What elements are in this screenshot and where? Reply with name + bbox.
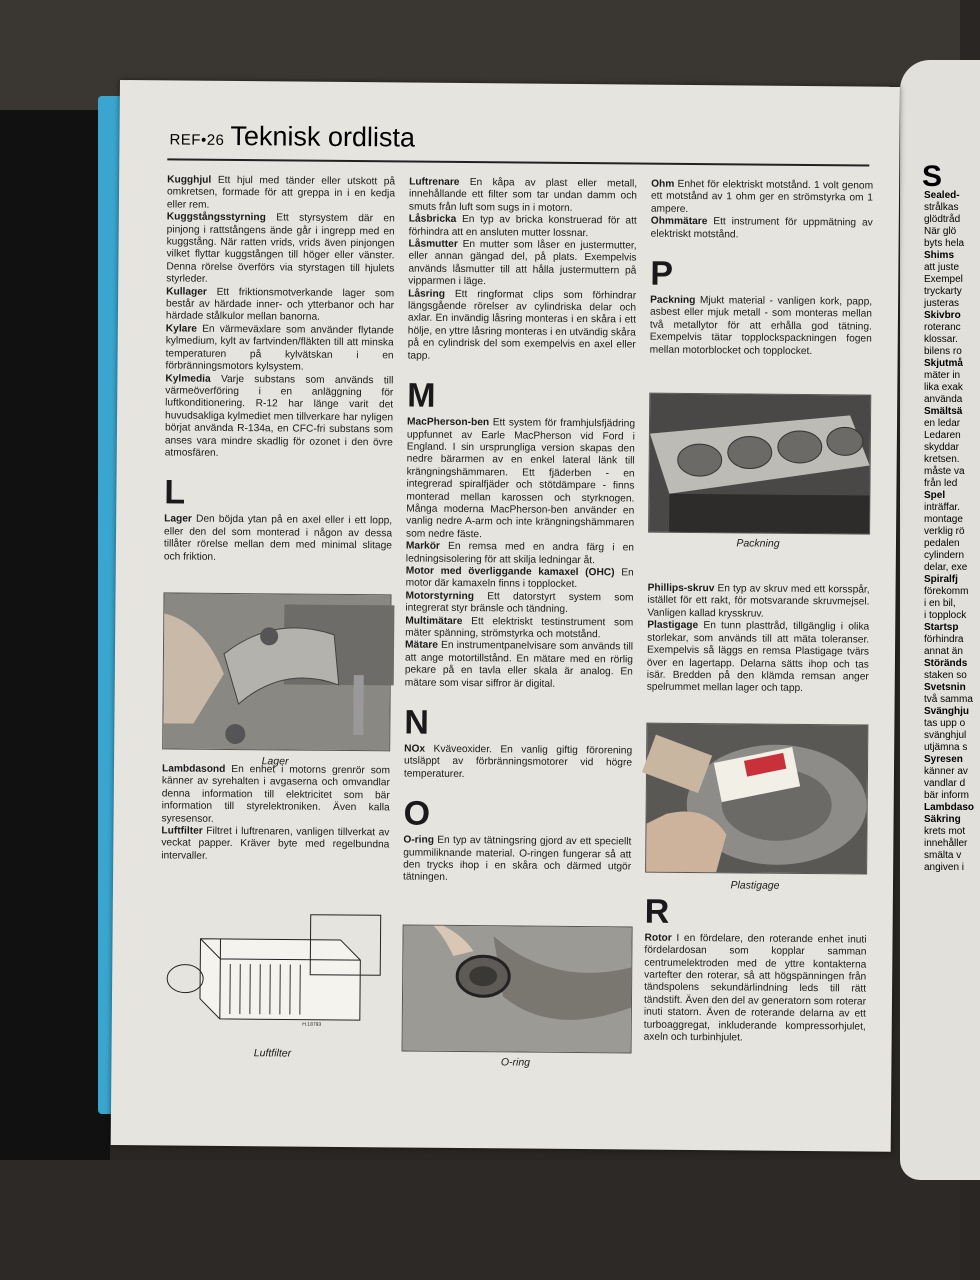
adjacent-line: roteranc — [924, 322, 961, 333]
glossary-definition: Den böjda ytan på en axel eller i ett lopp, eller den del som monterad i någon av dessa tillåter rörelse mellan dem med minimal slitage och friktion. — [163, 514, 393, 563]
entry-list — [651, 179, 874, 243]
adjacent-line: verklig rö — [924, 526, 965, 537]
glossary-term: Kylmedia — [165, 372, 211, 385]
adjacent-line: Skjutmå — [924, 358, 963, 369]
glossary-term: Kullager — [166, 286, 207, 298]
glossary-term: Låsring — [408, 288, 445, 300]
glossary-definition: En tunn plasttråd, tillgänglig i olika storlekar, som används till att mäta toleranser. Exempelvis så läggs en remsa Plastigage tvärs över en lagertapp. Delarna sätts ihop och tas isär. Bredden på den klämda remsan anger spelrummet mellan lager och tapp. — [646, 620, 870, 695]
adjacent-line: justeras — [924, 298, 960, 309]
glossary-term: Motorstyrning — [405, 590, 475, 602]
glossary-entry — [409, 214, 637, 241]
adjacent-line: Säkring — [924, 814, 961, 825]
adjacent-line: från led — [924, 478, 958, 489]
glossary-term: Packning — [650, 294, 696, 307]
caption-plastigage: Plastigage — [730, 879, 780, 892]
adjacent-line: glödtråd — [924, 214, 961, 225]
luftfilter-drawing — [160, 908, 387, 1045]
glossary-entry — [161, 763, 390, 827]
glossary-definition: Ett system för framhjulsfjädring uppfunnet av Earle MacPherson vid Ford i England. I sin ursprungliga version skapas den nedre bärarmen av en enkel lateral länk till krängningshämmaren. Ett fjäderben - en integrerad spiralfjäder och stötdämpare - finns monterad mellan karossen och styrknogen. Många moderna MacPherson-ben använder en vanlig nedre A-arm och inte krängningshämmaren som nedre fäste. — [406, 417, 636, 540]
glossary-entry — [405, 590, 633, 617]
section-letter: O — [403, 794, 431, 833]
glossary-term: Phillips-skruv — [647, 582, 715, 595]
adjacent-line: Smältsä — [924, 406, 963, 417]
glossary-definition: Ett styrsystem där en pinjong i rattstångens ände går i ingrepp med en kuggstång. När ratten vrids, vrids även pinjongen vilket flyttar kuggstången till höger eller vänster. Denna rörelse överförs via styrstagen till hjulets styrleder. — [166, 212, 395, 286]
adjacent-line: tas upp o — [924, 718, 966, 729]
adjacent-line: inträffar. — [924, 502, 960, 513]
glossary-definition: En motor där kamaxeln finns i topplocket. — [405, 567, 634, 591]
adjacent-line: Shims — [924, 250, 955, 261]
glossary-definition: En mutter som låser en justermutter, eller annan gängad del, på plats. Exempelvis används låsmutter till att hålla justermuttern på vipparmen i läge. — [408, 239, 637, 288]
lager-photo — [162, 592, 391, 751]
page-reference: REF•26 — [169, 131, 225, 149]
glossary-entry — [651, 179, 873, 218]
glossary-entry — [404, 744, 632, 783]
drawing-code: H.18793 — [302, 1021, 322, 1028]
o-ring-photo — [402, 924, 633, 1053]
adjacent-line: klossar. — [924, 334, 958, 345]
glossary-term: Rotor — [644, 932, 672, 944]
adjacent-line: använda — [924, 394, 963, 405]
adjacent-line: montage — [924, 514, 963, 525]
glossary-entry — [651, 216, 873, 243]
caption-luftfilter: Luftfilter — [253, 1047, 292, 1060]
adjacent-line: mäter in — [924, 370, 961, 381]
caption-packning: Packning — [736, 537, 780, 550]
glossary-definition: En typ av skruv med ett korsspår, istället för ett rakt, för motsvarande skruvmejsel. Vanligen kallad krysskruv. — [647, 583, 870, 620]
adjacent-line: delar, exe — [924, 562, 968, 573]
packning-photo — [648, 393, 871, 535]
glossary-definition: Ett hjul med tänder eller utskott på omkretsen, formade för att greppa in i en kedja eller rem. — [166, 174, 396, 211]
adjacent-page-text — [924, 190, 974, 874]
adjacent-line: skyddar — [924, 442, 960, 453]
glossary-entry — [166, 286, 394, 325]
entry-list — [404, 744, 632, 783]
adjacent-line: en ledar — [924, 418, 961, 429]
section-letter: P — [650, 254, 674, 293]
glossary-term: Låsbricka — [408, 213, 457, 226]
adjacent-line: förhindra — [924, 634, 964, 645]
adjacent-line: cylindern — [924, 550, 965, 561]
glossary-definition: Varje substans som används till värmeöverföring i en anläggning för luftkonditionering. R-12 har länge varit det huvudsakliga kylmediet men tillverkare har nyligen börjat använda R-134a, en CFC-fri substans som anses vara mindre skadlig för ozonet i den övre atmosfären. — [164, 373, 394, 459]
glossary-term: Multimätare — [405, 615, 463, 627]
adjacent-line: svänghjul — [924, 730, 967, 741]
glossary-term: Ohmmätare — [650, 215, 708, 228]
glossary-entry — [644, 932, 867, 1046]
entry-list — [165, 174, 395, 461]
glossary-definition: Ett datorstyrt system som integrerat styr bränsle och tändning. — [405, 591, 634, 616]
glossary-entry — [408, 239, 636, 291]
adjacent-line: måste va — [924, 466, 965, 477]
adjacent-line: innehåller — [924, 838, 968, 849]
glossary-term: Lager — [164, 513, 192, 525]
column-3 — [644, 179, 874, 1046]
glossary-entry — [406, 565, 634, 592]
glossary-entry — [161, 825, 389, 864]
adjacent-line: kretsen. — [924, 454, 960, 465]
entry-list — [647, 583, 870, 697]
glossary-term: Markör — [405, 540, 440, 552]
glossary-definition: I en fördelare, den roterande enhet inuti fördelardosan som kopplar samman centrumelektroden med de yttre kontakterna vartefter den roterar, så att högspänningen från tändspolens sekundärlindning leds till rätt tändstift. Även den del av generatorn som roterar inuti statorn. Även de roterande delarna av ett turboaggregat, inkluderande kompressorhjulet, axeln och turbinhjulet. — [643, 932, 867, 1044]
adjacent-letter: S — [922, 160, 943, 193]
glossary-entry — [165, 323, 393, 375]
glossary-term: NOx — [404, 743, 426, 755]
adjacent-line: staken so — [924, 670, 967, 681]
adjacent-line: byts hela — [924, 238, 965, 249]
glossary-entry — [167, 174, 395, 213]
glossary-definition: En värmeväxlare som använder flytande kylmedium, kylt av fartvinden/fläkten till att minska temperaturen på kylvätskan i en förbränningsmotors kylsystem. — [165, 323, 394, 373]
adjacent-line: angiven i — [924, 862, 965, 873]
adjacent-line: Syresen — [924, 754, 963, 765]
glossary-definition: Enhet för elektriskt motstånd. 1 volt genom ett motstånd av 1 ohm ger en strömstyrka om 1 ampere. — [650, 178, 874, 215]
glossary-term: Kuggstångsstyrning — [166, 211, 266, 224]
page-title: Teknisk ordlista — [230, 120, 416, 153]
plastigage-photo — [645, 723, 868, 875]
section-letter: R — [644, 892, 670, 931]
adjacent-line: smälta v — [924, 850, 962, 861]
glossary-entry — [647, 583, 869, 622]
section-letter: L — [164, 473, 186, 512]
background-bottom — [0, 1160, 960, 1280]
column-2 — [403, 177, 637, 887]
adjacent-line: Ledaren — [924, 430, 961, 441]
header-rule — [167, 158, 869, 166]
glossary-definition: Kväveoxider. En vanlig giftig förorening utsläppt av förbränningsmotorer vid högre temperaturer. — [403, 743, 633, 780]
adjacent-line: Störänds — [924, 658, 968, 669]
section-letter: N — [404, 703, 430, 742]
glossary-entry — [406, 541, 634, 568]
adjacent-line: Lambdaso — [924, 802, 975, 813]
glossary-entry — [165, 373, 394, 462]
glossary-term: Kugghjul — [167, 174, 212, 186]
adjacent-line: Skivbro — [924, 310, 961, 321]
adjacent-line: strålkas — [924, 202, 959, 213]
glossary-entry — [408, 288, 637, 364]
glossary-entry — [650, 295, 873, 359]
adjacent-line: i en bil, — [924, 598, 956, 609]
entry-list — [650, 295, 873, 359]
entry-list — [405, 417, 635, 692]
glossary-entry — [405, 615, 633, 642]
adjacent-page — [900, 60, 980, 1180]
adjacent-line: Svänghju — [924, 706, 970, 717]
adjacent-line: två samma — [924, 694, 973, 705]
glossary-definition: En instrumentpanelvisare som används till att ange motortillstånd. En mätare med en rörlig pekare på en tavla eller skala är analog. En mätare som visar siffror är digital. — [404, 640, 634, 690]
adjacent-line: i topplock — [924, 610, 967, 621]
glossary-term: Luftrenare — [409, 176, 460, 188]
entry-list — [403, 835, 631, 887]
section-letter: M — [407, 376, 436, 415]
adjacent-line: bär inform — [924, 790, 970, 801]
glossary-entry — [166, 212, 395, 288]
glossary-term: O-ring — [403, 834, 434, 847]
adjacent-line: När glö — [924, 226, 957, 237]
entry-list — [161, 763, 390, 864]
glossary-entry — [406, 417, 635, 543]
glossary-term: Kylare — [165, 323, 198, 335]
glossary-definition: Ett friktionsmotverkande lager som består av härdade inner- och ytterbanor och har härdade stålkulor mellan banorna. — [165, 286, 395, 324]
adjacent-line: vandlar d — [924, 778, 966, 789]
page-header — [169, 120, 415, 153]
glossary-entry — [647, 620, 870, 696]
adjacent-line: Svetsnin — [924, 682, 966, 693]
entry-list — [164, 514, 392, 566]
glossary-entry — [403, 835, 631, 887]
adjacent-line: annat än — [924, 646, 963, 657]
glossary-term: Låsmutter — [408, 238, 458, 250]
caption-oring: O-ring — [500, 1056, 531, 1069]
glossary-definition: Filtret i luftrenaren, vanligen tillverkat av veckat papper. Kräver byte med regelbundna intervaller. — [161, 825, 390, 862]
adjacent-line: bilens ro — [924, 346, 962, 357]
glossary-definition: En enhet i motorns grenrör som känner av syrehalten i avgaserna och omvandlar denna information till elektricitet som bär information till styrelektroniken. Även kalla syresensor. — [161, 763, 391, 825]
glossary-term: Ohm — [651, 178, 675, 190]
background-left — [0, 110, 110, 1170]
adjacent-line: Sealed- — [924, 190, 960, 201]
glossary-entry — [409, 177, 637, 216]
adjacent-line: Startsp — [924, 622, 959, 633]
adjacent-line: krets mot — [924, 826, 966, 837]
glossary-term: Plastigage — [647, 619, 699, 632]
glossary-definition: En typ av bricka konstruerad för att förhindra att en ansluten mutter lossnar. — [408, 214, 637, 239]
adjacent-line: lika exak — [924, 382, 963, 393]
glossary-term: Motor med överliggande kamaxel (OHC) — [405, 565, 615, 579]
caption-lager: Lager — [261, 755, 289, 768]
adjacent-line: känner av — [924, 766, 968, 777]
adjacent-line: Spiralfj — [924, 574, 958, 585]
glossary-definition: Mjukt material - vanligen kork, papp, asbest eller mjuk metall - som monteras mellan två metallytor för att erhålla god tätning. Exempelvis tätar topplockspackningen fogen mellan motorblocket och topplocket. — [649, 295, 873, 357]
adjacent-line: pedalen — [924, 538, 960, 549]
entry-list — [408, 177, 638, 365]
book-page — [111, 80, 900, 1152]
glossary-term: Luftfilter — [161, 825, 203, 837]
glossary-definition: Ett ringformat clips som förhindrar längsgående rörelser av cylindriska delar och axlar. En invändig låsring monteras i en skåra i ett hölje, en yttre låsring monteras i en utvändig skåra på en cylindrisk del som exempelvis en axel eller tapp. — [407, 288, 637, 362]
adjacent-line: förekomm — [924, 586, 969, 597]
adjacent-line: tryckarty — [924, 286, 962, 297]
glossary-entry — [164, 514, 392, 566]
glossary-entry — [405, 640, 633, 692]
glossary-definition: Ett instrument för uppmätning av elektriskt motstånd. — [650, 216, 873, 241]
adjacent-line: utjämna s — [924, 742, 968, 753]
glossary-definition: En kåpa av plast eller metall, innehållande ett filter som tar undan damm och smuts från luft som sugs in i motorn. — [408, 177, 638, 214]
glossary-term: Mätare — [405, 639, 438, 652]
adjacent-line: Exempel — [924, 274, 963, 285]
glossary-definition: En remsa med en andra färg i en ledningsisolering för att skilja ledningar åt. — [405, 541, 634, 566]
adjacent-line: Spel — [924, 490, 946, 501]
glossary-term: MacPherson-ben — [406, 416, 490, 429]
entry-list — [644, 932, 867, 1046]
adjacent-line: att juste — [924, 262, 960, 273]
glossary-definition: Ett elektriskt testinstrument som mäter spänning, strömstyrka och motstånd. — [405, 615, 634, 641]
glossary-term: Lambdasond — [161, 763, 226, 775]
glossary-definition: En typ av tätningsring gjord av ett speciellt gummiliknande material. O-ringen fungerar så att den trycks ihop i en skåra och därmed utgör tätningen. — [403, 835, 632, 884]
